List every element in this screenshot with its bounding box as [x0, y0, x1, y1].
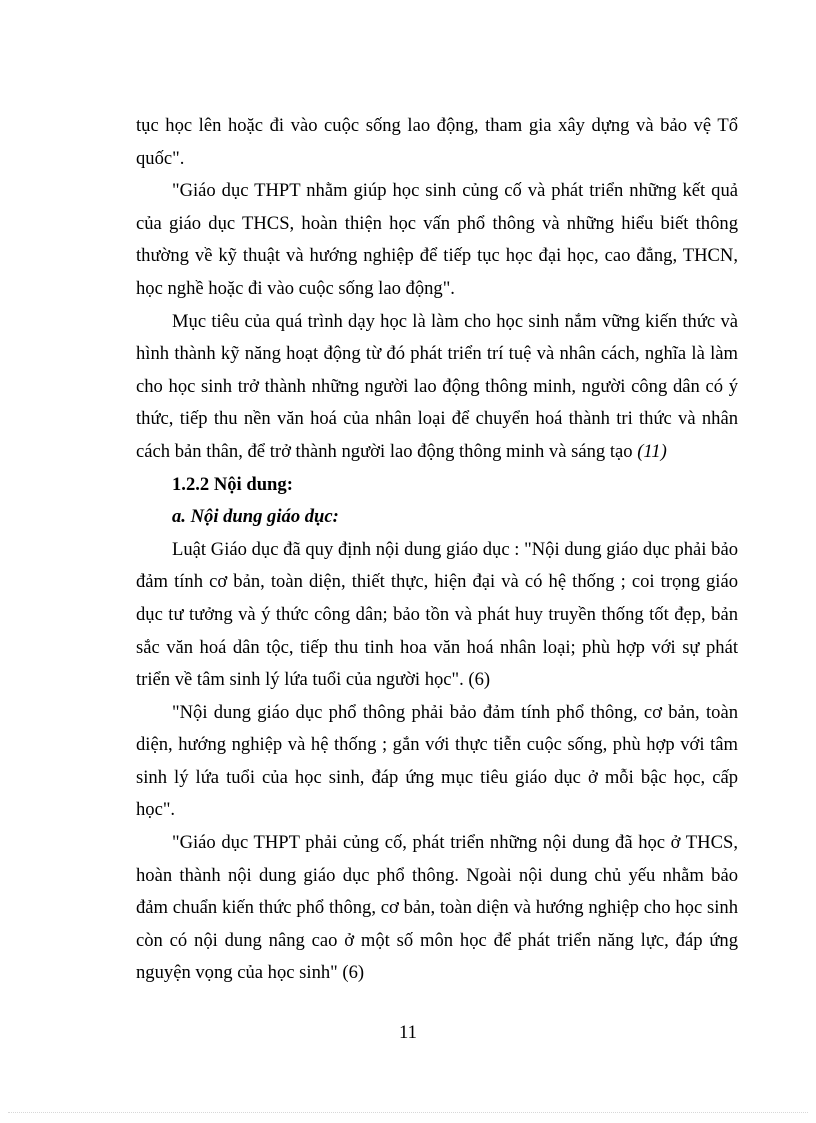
paragraph-continuation: tục học lên hoặc đi vào cuộc sống lao động, tham gia xây dựng và bảo vệ Tổ quốc".	[136, 115, 738, 169]
paragraph-thpt-goal: "Giáo dục THPT nhằm giúp học sinh củng cố và phát triển những kết quả của giáo dục THCS, hoàn thiện học vấn phổ thông và những hiểu biết thông thường về kỹ thuật và hướng nghiệp để tiếp tục học đại học, cao đẳng, THCN, học nghề hoặc đi vào cuộc sống lao động".	[136, 180, 738, 299]
section-heading-1-2-2: 1.2.2 Nội dung:	[172, 473, 293, 495]
paragraph-teaching-goal	[136, 306, 738, 469]
subsection-heading-a: a. Nội dung giáo dục:	[172, 506, 339, 528]
paragraph-thpt-content: "Giáo dục THPT phải củng cố, phát triển những nội dung đã học ở THCS, hoàn thành nội dung giáo dục phổ thông. Ngoài nội dung chủ yếu nhằm bảo đảm chuẩn kiến thức phổ thông, cơ bản, toàn diện và hướng nghiệp cho học sinh còn có nội dung nâng cao ở một số môn học để phát triển năng lực, đáp ứng nguyện vọng của học sinh" (6)	[136, 832, 738, 984]
paragraph-teaching-goal-text: Mục tiêu của quá trình dạy học là làm cho học sinh nắm vững kiến thức và hình thành kỹ năng hoạt động từ đó phát triển trí tuệ và nhân cách, nghĩa là làm cho học sinh trở thành những người lao động thông minh, người công dân có ý thức, tiếp thu nền văn hoá của nhân loại để chuyển hoá thành tri thức và nhân cách bản thân, để trở thành người lao động thông minh và sáng tạo	[136, 310, 738, 462]
citation-11: (11)	[637, 440, 667, 462]
page-bottom-border	[8, 1112, 808, 1113]
paragraph-general-education-content: "Nội dung giáo dục phổ thông phải bảo đảm tính phổ thông, cơ bản, toàn diện, hướng nghiệp và hệ thống ; gắn với thực tiễn cuộc sống, phù hợp với tâm sinh lý lứa tuổi của học sinh, đáp ứng mục tiêu giáo dục ở mỗi bậc học, cấp học".	[136, 701, 738, 821]
body-text	[136, 110, 738, 990]
page-number: 11	[399, 1022, 417, 1043]
paragraph-education-law: Luật Giáo dục đã quy định nội dung giáo dục : "Nội dung giáo dục phải bảo đảm tính cơ bản, toàn diện, thiết thực, hiện đại và có hệ thống ; coi trọng giáo dục tư tưởng và ý thức công dân; bảo tồn và phát huy truyền thống tốt đẹp, bản sắc văn hoá dân tộc, tiếp thu tinh hoa văn hoá nhân loại; phù hợp với sự phát triển về tâm sinh lý lứa tuổi của người học". (6)	[136, 538, 738, 691]
